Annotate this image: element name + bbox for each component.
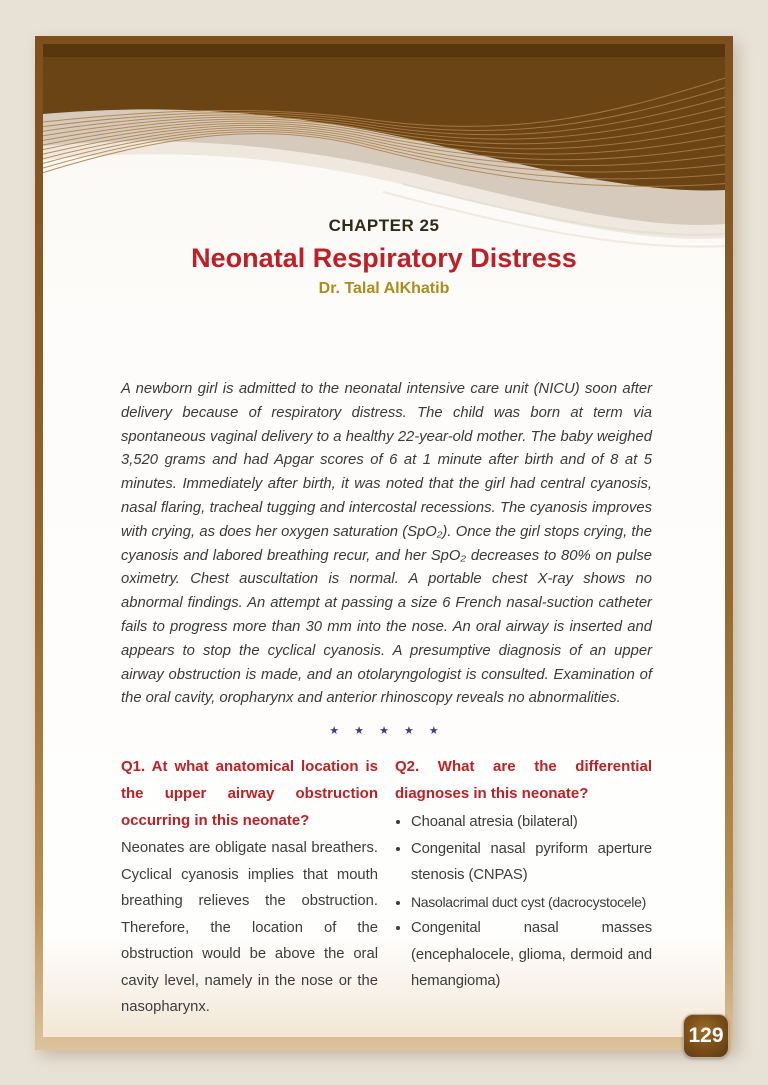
list-item: • Nasolacrimal duct cyst (dacrocystocele) bbox=[411, 889, 652, 916]
list-item: • Choanal atresia (bilateral) bbox=[411, 809, 652, 836]
list-item: • Congenital nasal masses (encephalocele, glioma, dermoid and hemangioma) bbox=[411, 915, 652, 995]
differential-diagnoses-list bbox=[395, 809, 652, 995]
chapter-author: Dr. Talal AlKhatib bbox=[318, 280, 450, 297]
question-1-heading: Q1. At what anatomical location is the upper airway obstruction occurring in this neonate? bbox=[121, 758, 378, 830]
question-1-answer: Neonates are obligate nasal breathers. Cyclical cyanosis implies that mouth breathing relieves the obstruction. Therefore, the location of the obstruction would be above the oral cavity level, namely in the nose or the nasopharynx. bbox=[121, 840, 378, 1016]
page bbox=[43, 44, 725, 1037]
question-answer-columns bbox=[121, 753, 652, 1021]
header-wave-art bbox=[43, 44, 725, 259]
page-frame bbox=[35, 36, 733, 1050]
question-1-column bbox=[121, 753, 378, 1021]
page-number-badge: 129 bbox=[683, 1014, 729, 1058]
stars-separator: ★ ★ ★ ★ ★ bbox=[329, 725, 439, 738]
question-2-column bbox=[395, 753, 652, 1021]
question-2-heading: Q2. What are the differential diagnoses in this neonate? bbox=[395, 758, 652, 803]
list-item: • Congenital nasal pyriform aperture stenosis (CNPAS) bbox=[411, 836, 652, 889]
case-study-paragraph: A newborn girl is admitted to the neonatal intensive care unit (NICU) soon after delivery because of respiratory distress. The child was born at term via spontaneous vaginal delivery to a healthy 22-year-old mother. The baby weighed 3,520 grams and had Apgar scores of 6 at 1 minute after birth and of 8 at 5 minutes. Immediately after birth, it was noted that the girl had central cyanosis, nasal flaring, tracheal tugging and intercostal recessions. The cyanosis improves with crying, as does her oxygen saturation (SpO₂). Once the girl stops crying, the cyanosis and labored breathing recur, and her SpO₂ decreases to 80% on pulse oximetry. Chest auscultation is normal. A portable chest X-ray shows no abnormal findings. An attempt at passing a size 6 French nasal-suction catheter fails to progress more than 30 mm into the nose. An oral airway is inserted and appears to stop the cyclical cyanosis. A presumptive diagnosis of an upper airway obstruction is made, and an otolaryngologist is consulted. Examination of the oral cavity, oropharynx and anterior rhinoscopy reveals no abnormalities. bbox=[121, 381, 652, 707]
chapter-label: CHAPTER 25 bbox=[328, 216, 440, 235]
chapter-title: Neonatal Respiratory Distress bbox=[191, 243, 577, 273]
